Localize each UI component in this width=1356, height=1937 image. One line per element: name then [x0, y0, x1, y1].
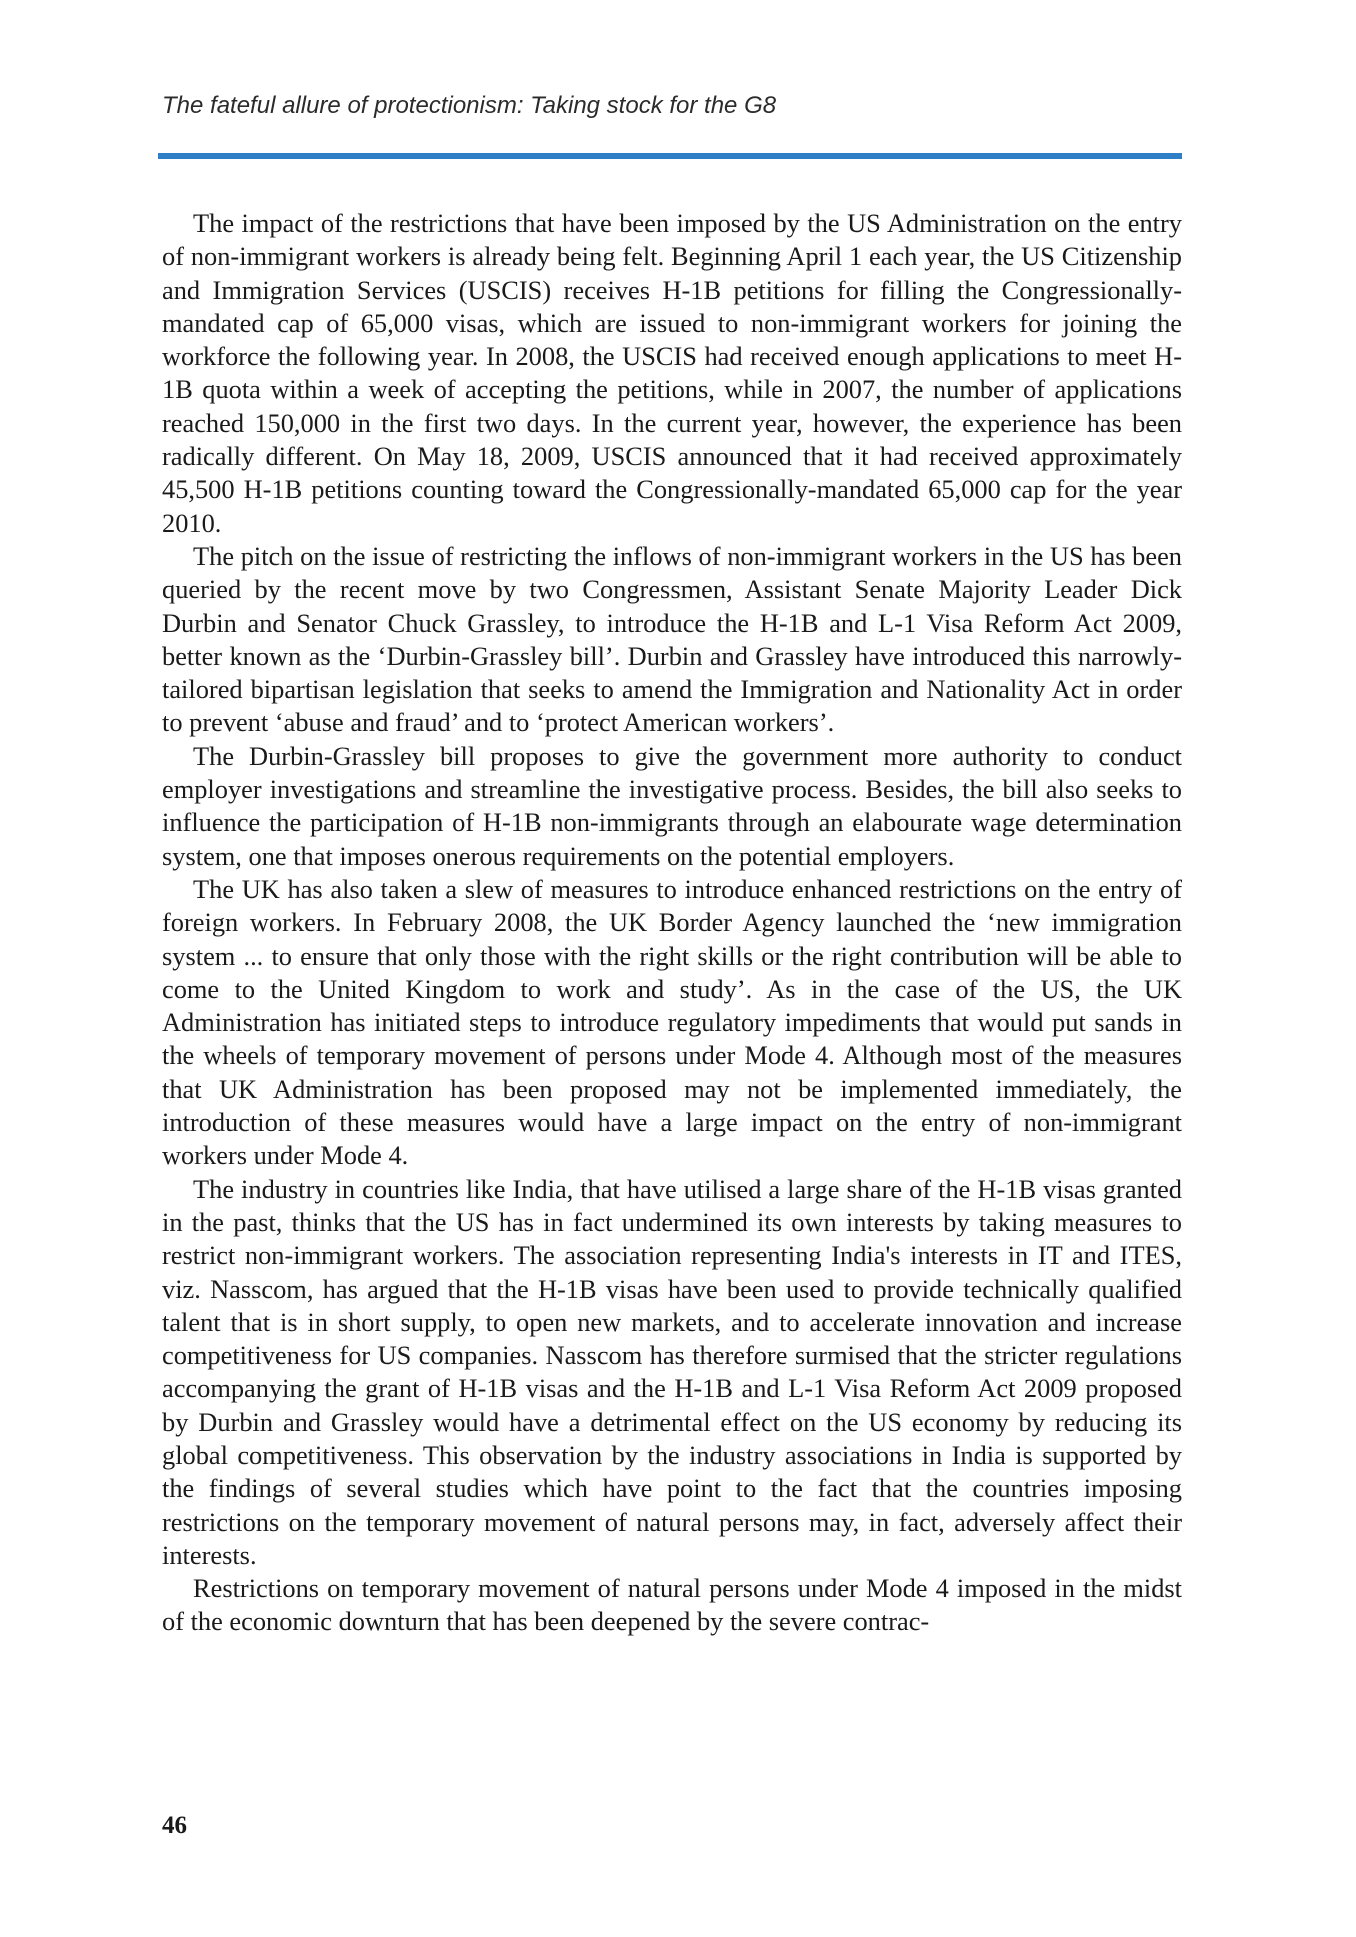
- paragraph: The UK has also taken a slew of measures to introduce enhanced restrictions on the entry of foreign workers. In February 2008, the UK Border Agency launched the ‘new immigration system ... to ensure that only those with the right skills or the right contribution will be able to come to the United Kingdom to work and study’. As in the case of the US, the UK Administration has initiated steps to introduce regulatory impediments that would put sands in the wheels of temporary movement of persons under Mode 4. Although most of the measures that UK Administration has been proposed may not be implemented immediately, the introduction of these measures would have a large impact on the entry of non-immigrant workers under Mode 4.: [162, 873, 1182, 1171]
- paragraph: Restrictions on temporary movement of natural persons under Mode 4 imposed in the midst of the economic downturn that has been deepened by the severe contrac-: [162, 1573, 1182, 1637]
- paragraph: The impact of the restrictions that have been imposed by the US Administration on the entry of non-immigrant workers is already being felt. Beginning April 1 each year, the US Citizenship and Immigration Services (USCIS) receives H-1B petitions for filling the Congressionally-mandated cap of 65,000 visas, which are issued to non-immigrant workers for joining the workforce the following year. In 2008, the USCIS had received enough applications to meet H-1B quota within a week of accepting the petitions, while in 2007, the number of applications reached 150,000 in the first two days. In the current year, however, the experience has been radically different. On May 18, 2009, USCIS announced that it had received approximately 45,500 H-1B petitions counting toward the Congressionally-mandated 65,000 cap for the year 2010.: [162, 208, 1182, 538]
- body-text: [162, 207, 1182, 1639]
- paragraph: The industry in countries like India, that have utilised a large share of the H-1B visas granted in the past, thinks that the US has in fact undermined its own interests by taking measures to restrict non-immigrant workers. The association representing India's interests in IT and ITES, viz. Nasscom, has argued that the H-1B visas have been used to provide technically qualified talent that is in short supply, to open new markets, and to accelerate innovation and increase competitiveness for US companies. Nasscom has therefore surmised that the stricter regulations accompanying the grant of H-1B visas and the H-1B and L-1 Visa Reform Act 2009 proposed by Durbin and Grassley would have a detrimental effect on the US economy by reducing its global competitiveness. This observation by the industry associations in India is supported by the findings of several studies which have point to the fact that the countries imposing restrictions on the temporary movement of natural persons may, in fact, adversely affect their interests.: [162, 1173, 1182, 1570]
- header-rule: [158, 153, 1182, 159]
- page-number: 46: [162, 1812, 187, 1839]
- paragraph: The pitch on the issue of restricting the inflows of non-immigrant workers in the US has been queried by the recent move by two Congressmen, Assistant Senate Majority Leader Dick Durbin and Senator Chuck Grassley, to introduce the H-1B and L-1 Visa Reform Act 2009, better known as the ‘Durbin-Grassley bill’. Durbin and Grassley have introduced this narrowly-tailored bipartisan legislation that seeks to amend the Immigration and Nationality Act in order to prevent ‘abuse and fraud’ and to ‘protect American workers’.: [162, 540, 1182, 738]
- running-head: The fateful allure of protectionism: Taking stock for the G8: [162, 92, 777, 119]
- paragraph: The Durbin-Grassley bill proposes to give the government more authority to conduct employer investigations and streamline the investigative process. Besides, the bill also seeks to influence the participation of H-1B non-immigrants through an elabourate wage determination system, one that imposes onerous requirements on the potential employers.: [162, 740, 1182, 871]
